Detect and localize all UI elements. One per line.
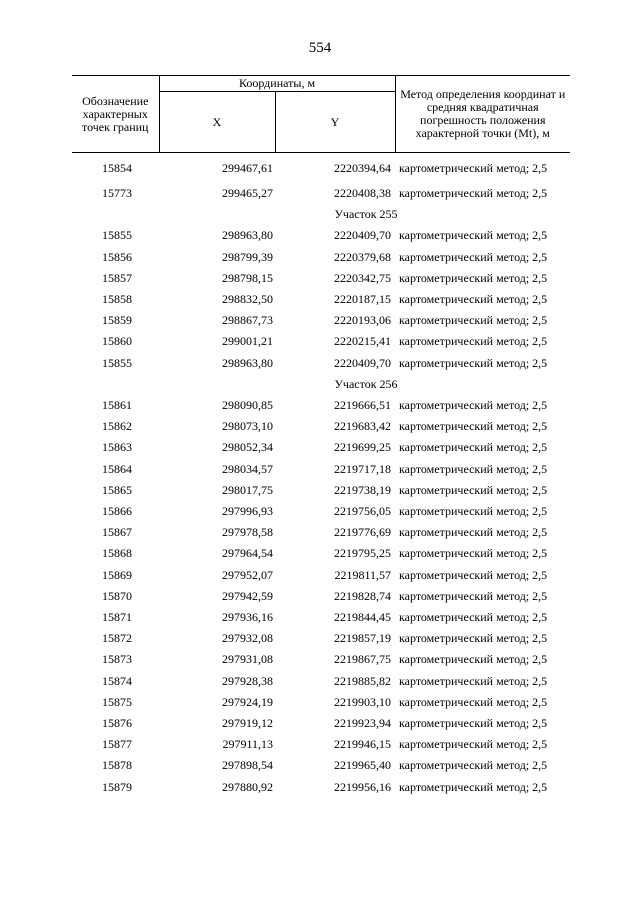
point-cell: 15871 [102,610,132,625]
y-cell: 2219965,40 [334,758,391,773]
method-cell: картометрический метод; 2,5 [399,161,548,175]
y-cell: 2220379,68 [334,249,391,264]
y-cell: 2219717,18 [334,461,391,476]
point-cell: 15855 [102,355,132,370]
table-row [72,671,570,692]
table-row [72,247,570,268]
point-cell: 15878 [102,758,132,773]
table-row [72,310,570,331]
y-cell: 2219699,25 [334,440,391,455]
point-cell: 15862 [102,419,132,434]
x-cell: 298867,73 [222,313,273,328]
table-row [72,331,570,352]
table-row [72,268,570,289]
x-cell: 298017,75 [222,482,273,497]
point-cell: 15858 [102,292,132,307]
point-cell: 15867 [102,525,132,540]
method-cell: картометрический метод; 2,5 [399,737,548,752]
table-row [72,713,570,734]
y-cell: 2219903,10 [334,694,391,709]
table-row [72,649,570,670]
method-cell: картометрический метод; 2,5 [399,504,548,519]
point-cell: 15856 [102,249,132,264]
point-cell: 15877 [102,737,132,752]
x-cell: 297898,54 [222,758,273,773]
point-cell: 15868 [102,546,132,561]
method-cell: картометрический метод; 2,5 [399,313,548,328]
table-row [72,777,570,798]
y-cell: 2220215,41 [334,334,391,349]
coordinates-table [72,75,570,798]
y-cell: 2220193,06 [334,313,391,328]
y-cell: 2220187,15 [334,292,391,307]
table-row [72,734,570,755]
x-cell: 298798,15 [222,270,273,285]
table-row [72,183,570,204]
table-row [72,565,570,586]
y-cell: 2220342,75 [334,270,391,285]
point-cell: 15872 [102,631,132,646]
method-cell: картометрический метод; 2,5 [399,461,548,476]
x-cell: 297996,93 [222,504,273,519]
y-cell: 2219795,25 [334,546,391,561]
method-cell: картометрический метод; 2,5 [399,779,548,794]
x-cell: 297919,12 [222,716,273,731]
table-row [72,755,570,776]
x-cell: 297964,54 [222,546,273,561]
section-title: Участок 256 [334,376,398,391]
point-cell: 15869 [102,567,132,582]
table-row [72,395,570,416]
method-cell: картометрический метод; 2,5 [399,398,548,413]
x-cell: 298963,80 [222,355,273,370]
method-cell: картометрический метод; 2,5 [399,419,548,434]
x-cell: 297978,58 [222,525,273,540]
table-row [72,289,570,310]
header-method: Метод определения координат и средняя квадратичная погрешность положения характерной точки (Mt), м [395,76,570,153]
point-cell: 15854 [102,161,132,175]
x-cell: 297942,59 [222,588,273,603]
table-row [72,607,570,628]
method-cell: картометрический метод; 2,5 [399,567,548,582]
method-cell: картометрический метод; 2,5 [399,334,548,349]
y-cell: 2219857,19 [334,631,391,646]
x-cell: 299465,27 [222,186,273,200]
method-cell: картометрический метод; 2,5 [399,186,548,200]
table-row [72,459,570,480]
method-cell: картометрический метод; 2,5 [399,631,548,646]
header-y: Y [275,92,395,153]
section-row [72,204,570,225]
x-cell: 298052,34 [222,440,273,455]
y-cell: 2219867,75 [334,652,391,667]
x-cell: 297936,16 [222,610,273,625]
table-header [72,76,570,153]
method-cell: картометрический метод; 2,5 [399,673,548,688]
table-row [72,628,570,649]
x-cell: 298799,39 [222,249,273,264]
table-row [72,225,570,246]
point-cell: 15773 [102,186,132,200]
table-row [72,586,570,607]
y-cell: 2220409,70 [334,355,391,370]
point-cell: 15855 [102,228,132,243]
y-cell: 2219946,15 [334,737,391,752]
method-cell: картометрический метод; 2,5 [399,525,548,540]
table-row [72,543,570,564]
y-cell: 2219666,51 [334,398,391,413]
y-cell: 2219885,82 [334,673,391,688]
y-cell: 2219811,57 [334,567,391,582]
method-cell: картометрический метод; 2,5 [399,292,548,307]
y-cell: 2220394,64 [334,161,391,175]
y-cell: 2219776,69 [334,525,391,540]
x-cell: 299467,61 [222,161,273,175]
x-cell: 297880,92 [222,779,273,794]
point-cell: 15860 [102,334,132,349]
method-cell: картометрический метод; 2,5 [399,249,548,264]
x-cell: 297931,08 [222,652,273,667]
table-row [72,437,570,458]
table-body [72,153,570,798]
point-cell: 15875 [102,694,132,709]
y-cell: 2219683,42 [334,419,391,434]
method-cell: картометрический метод; 2,5 [399,610,548,625]
table-row [72,522,570,543]
method-cell: картометрический метод; 2,5 [399,482,548,497]
method-cell: картометрический метод; 2,5 [399,355,548,370]
x-cell: 297932,08 [222,631,273,646]
y-cell: 2219738,19 [334,482,391,497]
point-cell: 15857 [102,270,132,285]
header-designation: Обозначение характерных точек границ [72,76,159,153]
x-cell: 297928,38 [222,673,273,688]
point-cell: 15861 [102,398,132,413]
x-cell: 297952,07 [222,567,273,582]
x-cell: 299001,21 [222,334,273,349]
point-cell: 15865 [102,482,132,497]
y-cell: 2219923,94 [334,716,391,731]
x-cell: 298073,10 [222,419,273,434]
method-cell: картометрический метод; 2,5 [399,716,548,731]
x-cell: 298034,57 [222,461,273,476]
y-cell: 2220409,70 [334,228,391,243]
table-row [72,480,570,501]
method-cell: картометрический метод; 2,5 [399,652,548,667]
x-cell: 298963,80 [222,228,273,243]
point-cell: 15864 [102,461,132,476]
method-cell: картометрический метод; 2,5 [399,546,548,561]
page-number: 554 [308,40,332,56]
y-cell: 2219956,16 [334,779,391,794]
y-cell: 2219828,74 [334,588,391,603]
point-cell: 15859 [102,313,132,328]
point-cell: 15873 [102,652,132,667]
section-title: Участок 255 [334,207,398,222]
table-row [72,153,570,184]
y-cell: 2219844,45 [334,610,391,625]
table-row [72,692,570,713]
section-row [72,374,570,395]
point-cell: 15874 [102,673,132,688]
method-cell: картометрический метод; 2,5 [399,694,548,709]
x-cell: 297924,19 [222,694,273,709]
point-cell: 15863 [102,440,132,455]
table-row [72,353,570,374]
table-row [72,416,570,437]
method-cell: картометрический метод; 2,5 [399,588,548,603]
method-cell: картометрический метод; 2,5 [399,270,548,285]
point-cell: 15866 [102,504,132,519]
point-cell: 15879 [102,779,132,794]
x-cell: 297911,13 [222,737,273,752]
method-cell: картометрический метод; 2,5 [399,440,548,455]
point-cell: 15870 [102,588,132,603]
x-cell: 298832,50 [222,292,273,307]
y-cell: 2220408,38 [334,186,391,200]
y-cell: 2219756,05 [334,504,391,519]
method-cell: картометрический метод; 2,5 [399,228,548,243]
point-cell: 15876 [102,716,132,731]
x-cell: 298090,85 [222,398,273,413]
table-row [72,501,570,522]
header-x: X [159,92,275,153]
header-coordinates: Координаты, м [159,76,395,92]
method-cell: картометрический метод; 2,5 [399,758,548,773]
